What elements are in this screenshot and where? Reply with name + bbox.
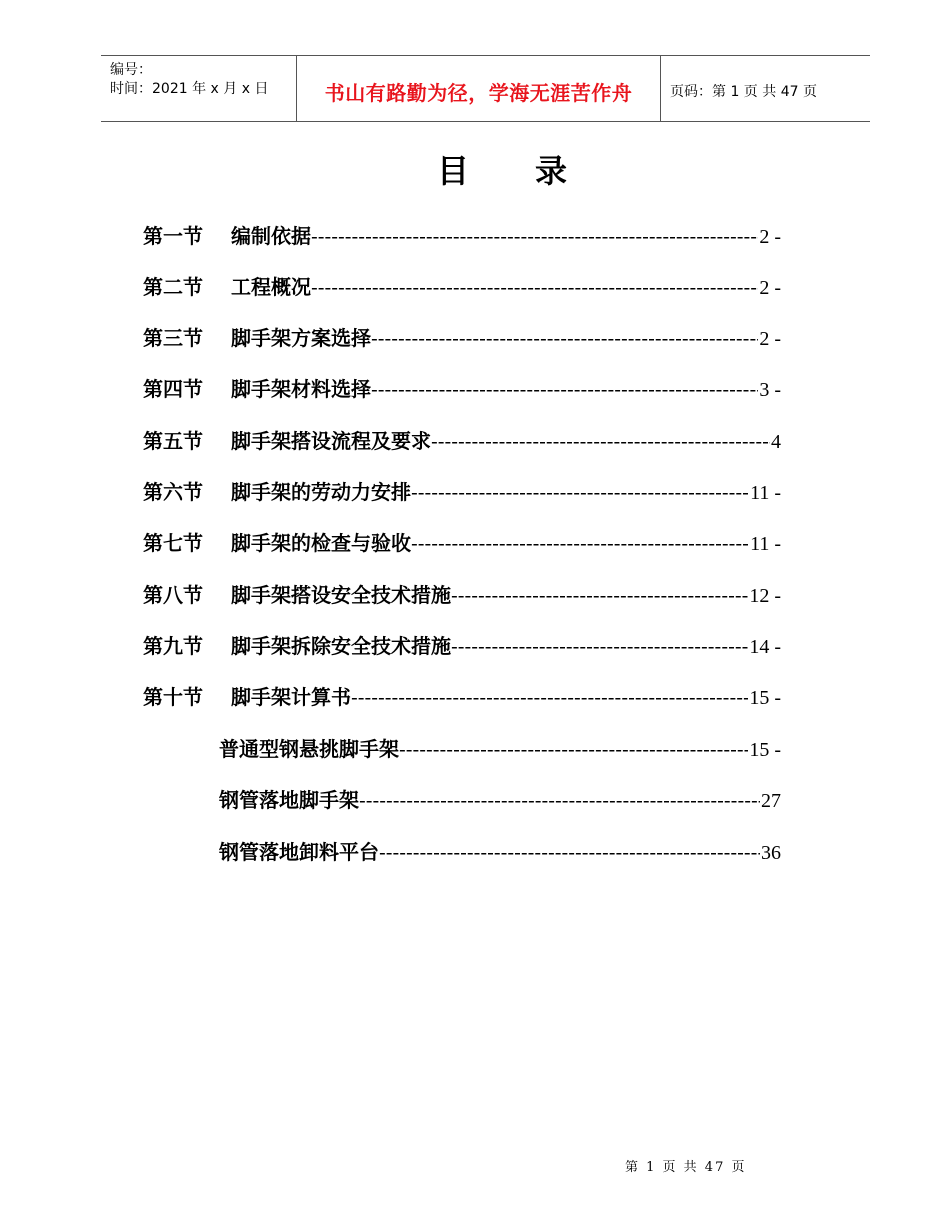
document-time-label: 时间：2021 年 x 月 x 日: [110, 81, 269, 97]
toc-entry-title: 脚手架材料选择: [231, 377, 371, 401]
toc-title: [437, 146, 567, 192]
toc-entry-page: 2 -: [759, 226, 781, 248]
toc-leader-dots: [411, 531, 749, 555]
toc-entry[interactable]: [143, 220, 781, 250]
toc-entry-number: 第六节: [143, 480, 203, 504]
toc-entry-page: 14 -: [749, 636, 781, 658]
toc-entry-number: 第九节: [143, 634, 203, 658]
toc-entry-page: 15 -: [749, 687, 781, 709]
toc-sub-entry-page: 36: [761, 842, 781, 864]
toc-sub-entry-page: 15 -: [749, 739, 781, 761]
toc-entry[interactable]: [143, 630, 781, 660]
toc-leader-dots: [311, 224, 758, 248]
toc-entry-title: 脚手架计算书: [231, 685, 351, 709]
toc-entry-number: 第五节: [143, 429, 203, 453]
toc-entry-title: 脚手架方案选择: [231, 326, 371, 350]
toc-entry-page: 12 -: [749, 585, 781, 607]
toc-entry-page: 2 -: [759, 328, 781, 350]
toc-entry[interactable]: [143, 527, 781, 557]
toc-leader-dots: [311, 275, 758, 299]
toc-sub-entry-title: 钢管落地卸料平台: [219, 840, 379, 864]
toc-entry-title: 脚手架搭设流程及要求: [231, 429, 431, 453]
toc-entry[interactable]: [143, 425, 781, 455]
toc-sub-entry[interactable]: [219, 836, 781, 866]
toc-leader-dots: [359, 788, 760, 812]
toc-entry[interactable]: [143, 476, 781, 506]
toc-leader-dots: [431, 429, 770, 453]
toc-sub-entry-page: 27: [761, 790, 781, 812]
toc-entry[interactable]: [143, 579, 781, 609]
toc-leader-dots: [351, 685, 748, 709]
page-footer: 第 1 页 共 47 页: [625, 1160, 747, 1175]
header-page-label: 页码：第 1 页 共 47 页: [670, 84, 817, 100]
toc-entry-page: 3 -: [759, 379, 781, 401]
toc-entry[interactable]: [143, 373, 781, 403]
toc-entry-number: 第四节: [143, 377, 203, 401]
toc-entry-title: 编制依据: [231, 224, 311, 248]
toc-leader-dots: [451, 583, 748, 607]
header-middle-cell: [297, 56, 661, 121]
toc-entry[interactable]: [143, 681, 781, 711]
toc-entry-number: 第十节: [143, 685, 203, 709]
toc-entry-title: 脚手架的劳动力安排: [231, 480, 411, 504]
toc-sub-entry[interactable]: [219, 733, 781, 763]
toc-entry-title: 工程概况: [231, 275, 311, 299]
toc-entry-page: 2 -: [759, 277, 781, 299]
document-code-label: 编号：: [110, 62, 152, 78]
toc-entry-number: 第八节: [143, 583, 203, 607]
toc-entry-number: 第三节: [143, 326, 203, 350]
toc-title-char-1: 目: [437, 152, 470, 190]
page-header: [101, 55, 870, 122]
toc-entry-title: 脚手架拆除安全技术措施: [231, 634, 451, 658]
toc-leader-dots: [399, 737, 748, 761]
toc-entry-title: 脚手架搭设安全技术措施: [231, 583, 451, 607]
toc-entry[interactable]: [143, 322, 781, 352]
toc-entry-number: 第七节: [143, 531, 203, 555]
toc-entry-page: 4: [771, 431, 781, 453]
toc-leader-dots: [379, 840, 760, 864]
toc-sub-entry-title: 钢管落地脚手架: [219, 788, 359, 812]
toc-sub-entry[interactable]: [219, 784, 781, 814]
toc-leader-dots: [371, 326, 758, 350]
toc-leader-dots: [411, 480, 749, 504]
toc-leader-dots: [371, 377, 758, 401]
toc-entry-page: 11 -: [750, 482, 781, 504]
toc-sub-entry-title: 普通型钢悬挑脚手架: [219, 737, 399, 761]
toc-title-char-2: 录: [535, 152, 568, 190]
toc-entry-number: 第二节: [143, 275, 203, 299]
toc-leader-dots: [451, 634, 748, 658]
header-right-cell: [661, 56, 870, 121]
toc-entry-number: 第一节: [143, 224, 203, 248]
header-left-cell: [101, 56, 297, 121]
toc-entry[interactable]: [143, 271, 781, 301]
toc-entry-title: 脚手架的检查与验收: [231, 531, 411, 555]
header-motto: 书山有路勤为径，学海无涯苦作舟: [324, 81, 633, 105]
toc-entry-page: 11 -: [750, 533, 781, 555]
